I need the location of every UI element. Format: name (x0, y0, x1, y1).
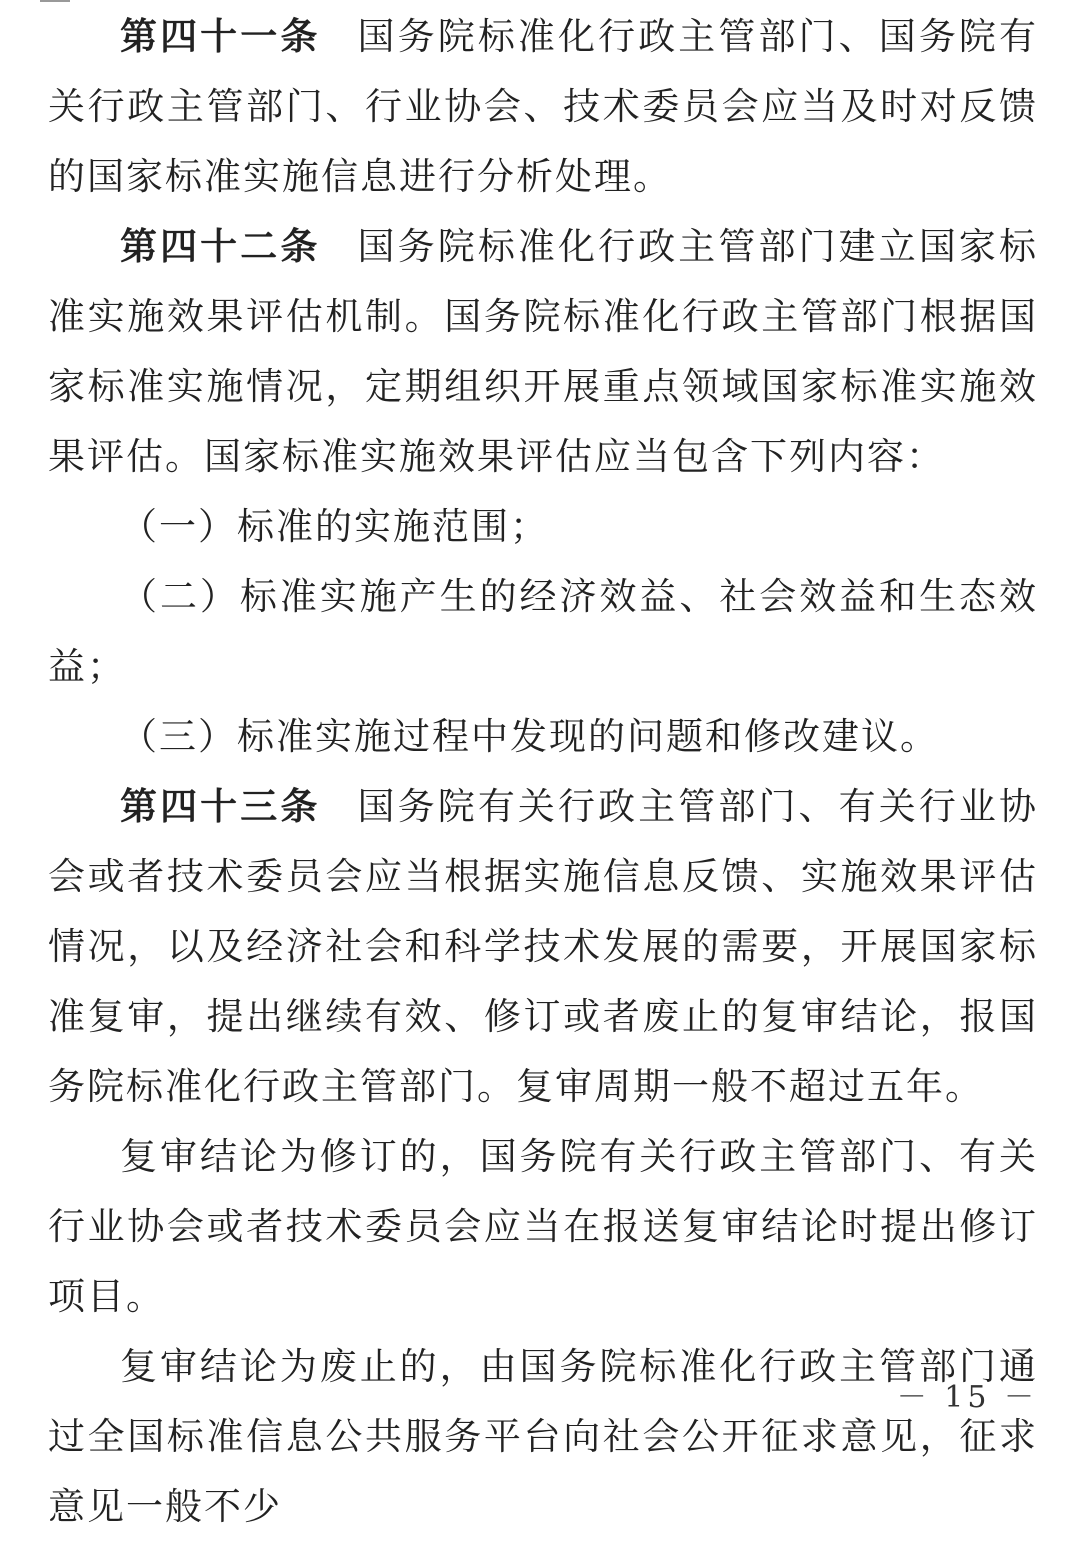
article-text: 国务院标准化行政主管部门、国务院有关行政主管部门、行业协会、技术委员会应当及时对反馈的国家标准实施信息进行分析处理。 (48, 15, 1039, 198)
body-paragraph (48, 1332, 1038, 1542)
article-text: 国务院有关行政主管部门、有关行业协会或者技术委员会应当根据实施信息反馈、实施效果评估情况，以及经济社会和科学技术发展的需要，开展国家标准复审，提出继续有效、修订或者废止的复审结论，报国务院标准化行政主管部门。复审周期一般不超过五年。 (48, 785, 1039, 1108)
page-number: － 15 － (896, 1380, 1038, 1415)
article-heading: 第四十一条 (120, 15, 321, 58)
list-item-text: （一）标准的实施范围； (120, 505, 549, 548)
article-heading: 第四十二条 (120, 225, 321, 268)
list-item-text: （二）标准实施产生的经济效益、社会效益和生态效益； (48, 575, 1038, 688)
list-item-3 (48, 702, 1038, 772)
list-item-1 (48, 492, 1038, 562)
article-heading: 第四十三条 (120, 785, 321, 828)
body-paragraph (48, 1122, 1038, 1332)
list-item-text: （三）标准实施过程中发现的问题和修改建议。 (120, 715, 939, 758)
list-item-2 (48, 562, 1038, 702)
article-43 (48, 772, 1038, 1122)
article-42 (48, 212, 1038, 492)
article-text: 国务院标准化行政主管部门建立国家标准实施效果评估机制。国务院标准化行政主管部门根据国家标准实施情况，定期组织开展重点领域国家标准实施效果评估。国家标准实施效果评估应当包含下列内容： (48, 225, 1039, 478)
article-41 (48, 2, 1038, 212)
paragraph-text: 复审结论为废止的，由国务院标准化行政主管部门通过全国标准信息公共服务平台向社会公开征求意见，征求意见一般不少 (48, 1345, 1038, 1528)
paragraph-text: 复审结论为修订的，国务院有关行政主管部门、有关行业协会或者技术委员会应当在报送复审结论时提出修订项目。 (48, 1135, 1038, 1318)
document-page (48, 0, 1038, 1542)
